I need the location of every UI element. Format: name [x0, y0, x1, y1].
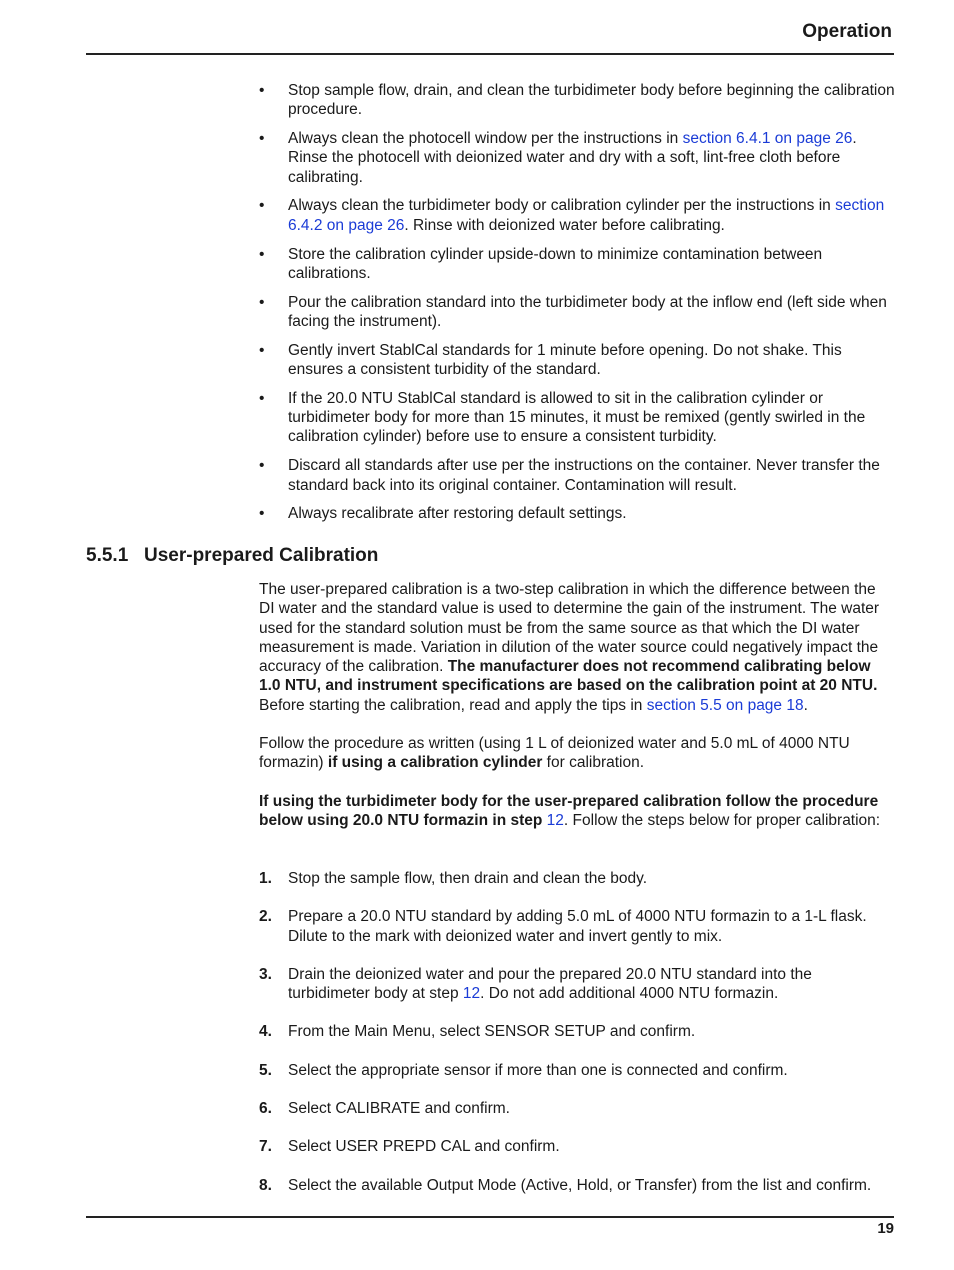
step-item: 4. From the Main Menu, select SENSOR SETUP and confirm.	[259, 1023, 696, 1041]
step-item: 8. Select the available Output Mode (Active, Hold, or Transfer) from the list and confirm.	[259, 1176, 872, 1194]
list-item: • If the 20.0 NTU StablCal standard is allowed to sit in the calibration cylinder or turbidimeter body for more than 15 minutes, it must be remixed (gently swirled in the calibration cylinder) before use to ensure a consistent turbidity.	[259, 389, 866, 446]
step-number: 5.	[259, 1061, 272, 1079]
bullet-icon: •	[259, 293, 265, 311]
section-number: 5.5.1	[86, 545, 129, 566]
step-item: 3. Drain the deionized water and pour the prepared 20.0 NTU standard into the turbidimeter body at step 12. Do not add additional 4000 NTU formazin.	[259, 965, 812, 1003]
step-number: 7.	[259, 1138, 272, 1156]
step-item: 7. Select USER PREPD CAL and confirm.	[259, 1138, 560, 1156]
bullet-icon: •	[259, 197, 265, 215]
list-item: • Stop sample flow, drain, and clean the turbidimeter body before beginning the calibration procedure.	[259, 82, 895, 119]
bullet-icon: •	[259, 457, 265, 475]
step-item: 1. Stop the sample flow, then drain and clean the body.	[259, 870, 648, 887]
bullet-icon: •	[259, 389, 265, 407]
step-item: 2. Prepare a 20.0 NTU standard by adding 5.0 mL of 4000 NTU formazin to a 1-L flask. Dilute to the mark with deionized water and invert gently to mix.	[259, 908, 867, 945]
bullet-icon: •	[259, 245, 265, 263]
list-item: • Always clean the turbidimeter body or calibration cylinder per the instructions in section 6.4.2 on page 26. Rinse with deionized water before calibrating.	[259, 197, 885, 234]
list-item: • Store the calibration cylinder upside-down to minimize contamination between calibrations.	[259, 245, 823, 282]
list-item: • Pour the calibration standard into the turbidimeter body at the inflow end (left side when facing the instrument).	[259, 293, 887, 330]
procedure-paragraph: Follow the procedure as written (using 1 L of deionized water and 5.0 mL of 4000 NTU formazin) if using a calibration cylinder for calibration.	[259, 735, 850, 772]
step-number: 1.	[259, 870, 272, 887]
calibration-steps	[259, 869, 895, 1214]
section-6-4-1-link[interactable]: section 6.4.1 on page 26	[682, 130, 853, 148]
header-rule	[86, 53, 894, 55]
header-title: Operation	[802, 21, 892, 42]
step-item: 6. Select CALIBRATE and confirm.	[259, 1100, 510, 1118]
section-title: User-prepared Calibration	[144, 545, 379, 566]
list-item: • Gently invert StablCal standards for 1 minute before opening. Do not shake. This ensures a consistent turbidity of the standard.	[259, 341, 842, 379]
step-12-link[interactable]: 12	[462, 985, 481, 1003]
step-12-link[interactable]: 12	[546, 812, 564, 830]
tips-list	[259, 81, 895, 533]
section-5-5-link[interactable]: section 5.5 on page 18	[646, 696, 804, 714]
section-heading	[86, 545, 378, 567]
list-item: • Always clean the photocell window per the instructions in section 6.4.1 on page 26. Rinse the photocell with deionized water and dry with a soft, lint-free cloth before calibrating.	[259, 130, 857, 186]
list-item: • Always recalibrate after restoring default settings.	[259, 505, 627, 523]
intro-paragraph: The user-prepared calibration is a two-step calibration in which the difference between the DI water and the standard value is used to determine the gain of the instrument. The water used for the standard solution must be from the same source as that which the DI water measurement is made. Variation in dilution of the water source could negatively impact the accuracy of the calibration. The manufacturer does not recommend calibrating below 1.0 NTU, and instrument specifications are based on the calibration point at 20 NTU. Before starting the calibration, read and apply the tips in section 5.5 on page 18.	[259, 581, 880, 714]
step-number: 2.	[259, 908, 272, 926]
section-6-4-2-link[interactable]: section 6.4.2 on page 26	[288, 197, 885, 234]
bullet-icon: •	[259, 341, 265, 359]
list-item: • Discard all standards after use per the instructions on the container. Never transfer the standard back into its original container. Contamination will result.	[259, 457, 880, 494]
turbidimeter-body-paragraph: If using the turbidimeter body for the user-prepared calibration follow the procedure below using 20.0 NTU formazin in step 12. Follow the steps below for proper calibration:	[259, 793, 881, 830]
step-number: 4.	[259, 1023, 272, 1041]
bullet-icon: •	[259, 82, 265, 99]
step-item: 5. Select the appropriate sensor if more than one is connected and confirm.	[259, 1061, 788, 1079]
bullet-icon: •	[259, 130, 265, 148]
bullet-icon: •	[259, 505, 265, 523]
step-number: 3.	[259, 965, 272, 983]
page-number: 19	[877, 1220, 894, 1237]
step-number: 6.	[259, 1100, 272, 1118]
step-number: 8.	[259, 1176, 272, 1194]
footer-rule	[86, 1216, 894, 1218]
